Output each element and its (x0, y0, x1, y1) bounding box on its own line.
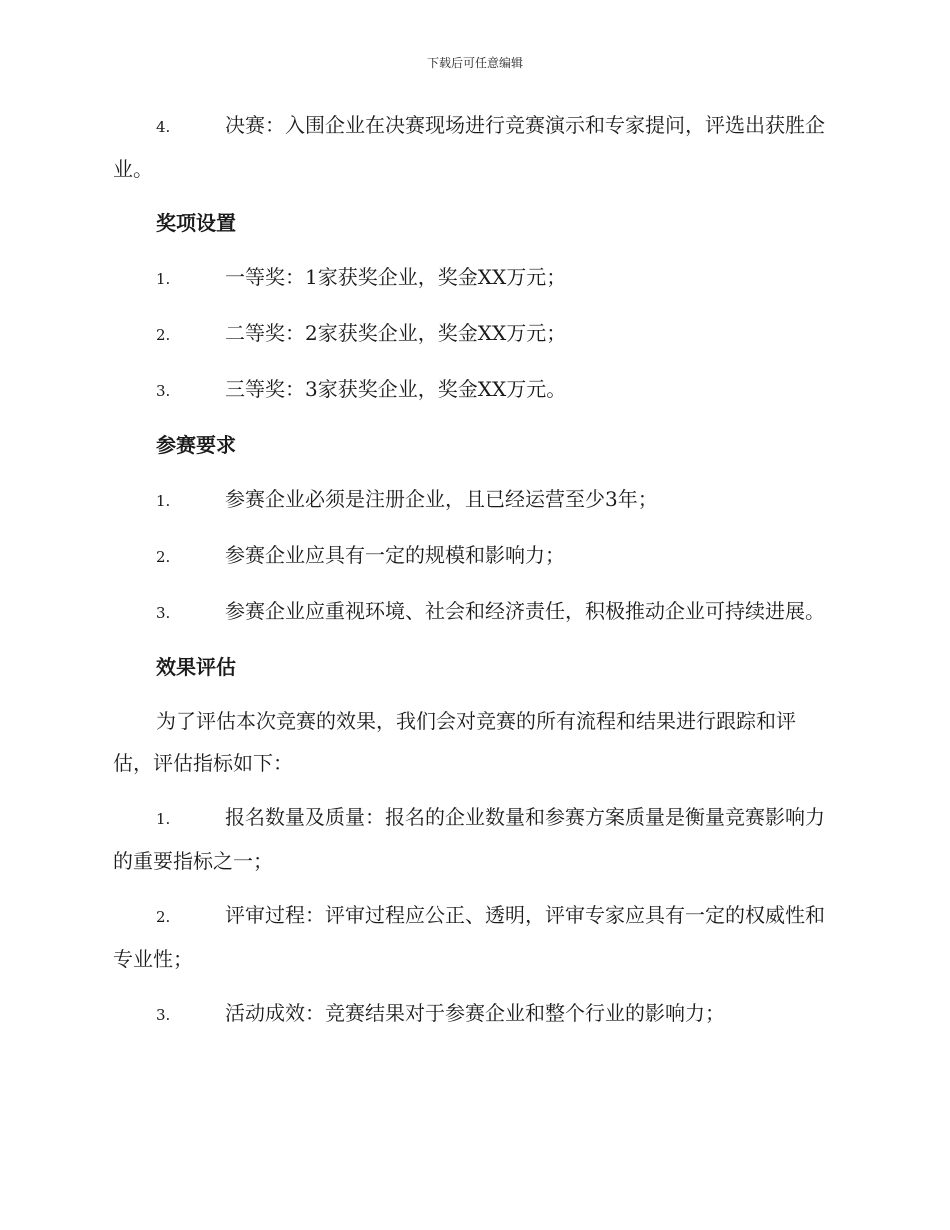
list-text: 决赛：入围企业在决赛现场进行竞赛演示和专家提问，评选出获胜企业。 (113, 113, 825, 181)
list-text: 一等奖：1家获奖企业，奖金XX万元； (225, 265, 567, 289)
list-number: 2. (156, 548, 171, 566)
list-text: 参赛企业应具有一定的规模和影响力； (225, 543, 565, 567)
list-number: 3. (156, 382, 171, 400)
list-number: 1. (156, 492, 171, 510)
section-heading: 参赛要求 (156, 433, 236, 457)
list-number: 1. (156, 810, 171, 828)
paragraph: 为了评估本次竞赛的效果，我们会对竞赛的所有流程和结果进行跟踪和评估，评估指标如下： (113, 709, 796, 775)
section-heading: 效果评估 (156, 655, 236, 679)
list-item (113, 368, 835, 412)
list-item (113, 992, 835, 1036)
list-number: 2. (156, 908, 171, 926)
list-item (113, 894, 835, 980)
list-item (113, 590, 835, 634)
list-number: 1. (156, 270, 171, 288)
document-body (113, 104, 835, 1048)
list-item (113, 534, 835, 578)
list-item (113, 478, 835, 522)
list-item (113, 256, 835, 300)
section-heading: 奖项设置 (156, 211, 236, 235)
page-header: 下载后可任意编辑 (426, 56, 523, 70)
list-text: 二等奖：2家获奖企业，奖金XX万元； (225, 321, 567, 345)
list-number: 4. (156, 118, 171, 136)
list-number: 2. (156, 326, 171, 344)
list-text: 参赛企业必须是注册企业，且已经运营至少3年； (225, 487, 658, 511)
list-text: 三等奖：3家获奖企业，奖金XX万元。 (225, 377, 567, 401)
list-item (113, 796, 835, 882)
list-text: 报名数量及质量：报名的企业数量和参赛方案质量是衡量竞赛影响力的重要指标之一； (113, 805, 825, 873)
list-text: 参赛企业应重视环境、社会和经济责任，积极推动企业可持续进展。 (225, 599, 825, 623)
list-item (113, 104, 835, 190)
list-text: 活动成效：竞赛结果对于参赛企业和整个行业的影响力； (225, 1001, 725, 1025)
list-number: 3. (156, 1006, 171, 1024)
list-item (113, 312, 835, 356)
list-number: 3. (156, 604, 171, 622)
list-text: 评审过程：评审过程应公正、透明，评审专家应具有一定的权威性和专业性； (113, 903, 825, 971)
